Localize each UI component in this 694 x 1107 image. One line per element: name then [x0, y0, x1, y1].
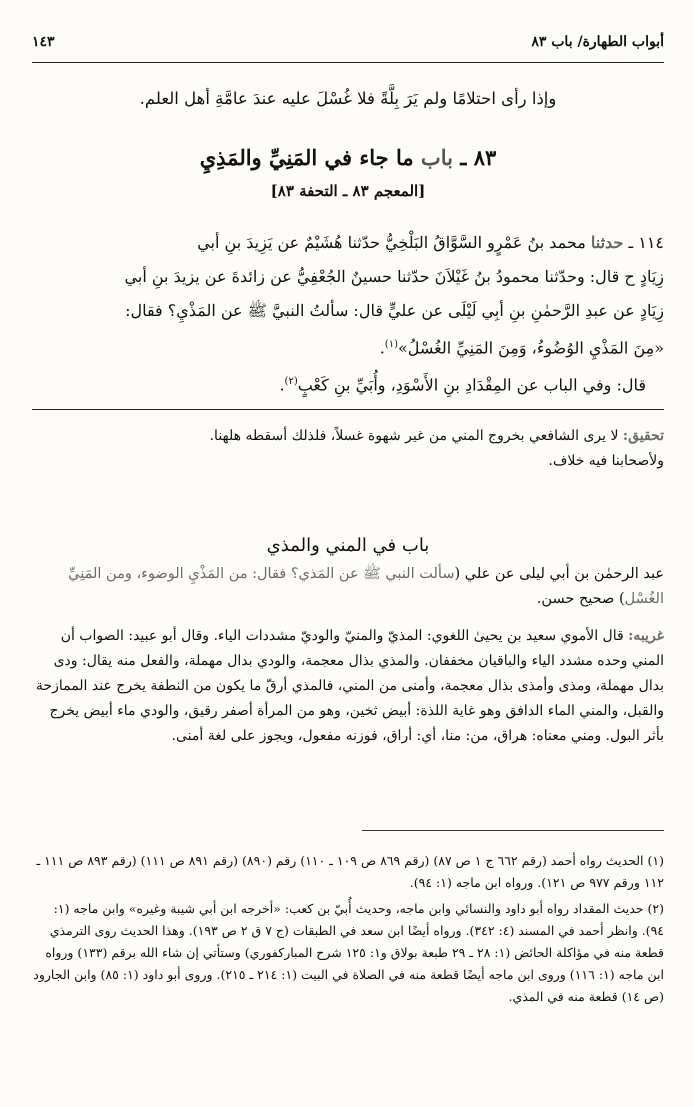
header-title: أبواب الطهارة/ باب ٨٣	[531, 34, 664, 50]
hadith-line-5-text: قال: وفي الباب عن المِقْدَادِ بنِ الأَسْوَدِ، وأُبَيِّ بنِ كَعْبٍ	[297, 375, 646, 395]
running-header	[32, 34, 664, 58]
hadith-line-1-text: محمد بنُ عَمْرٍو السَّوَّاقُ البَلْخِيُّ حدّثنا هُشَيْمٌ عن يَزِيدَ بنِ أبي	[197, 233, 586, 252]
tahqiq-label: تحقيق:	[622, 428, 664, 444]
page-number: ١٤٣	[32, 34, 55, 50]
chapter-name: ما جاء في المَنِيِّ والمَذِيِ	[199, 145, 414, 170]
hadith-line-5: قال: وفي الباب عن المِقْدَادِ بنِ الأَسْوَدِ، وأُبَيِّ بنِ كَعْبٍ$^{(٢)}$.	[279, 375, 646, 395]
tahqiq-text: لا يرى الشافعي بخروج المني من غير شهوة غسلاً، فلذلك أسقطه هلهنا.	[209, 428, 619, 444]
footnote-2-number: (٢)	[647, 901, 664, 916]
footnote-divider	[362, 830, 664, 831]
commentary-p1-a: عبد الرحمٰن بن أبي ليلى عن علي (	[454, 566, 664, 582]
gharib-label: غريبه:	[628, 628, 664, 644]
commentary-heading: باب في المني والمذي	[266, 535, 430, 556]
commentary-paragraph-1	[32, 562, 664, 612]
gharib-text: قال الأموي سعيد بن يحيىٰ اللغوي: المذيّ والمنيّ والوديّ مشددات الياء. وقال أبو عبيد: الصواب أن المني وحده مشدد الياء والباقيان مخففان. والمذي بذال معجمة، والودي بدال مهملة، والفعل منه يقال: ودى بدال مهملة، ومذى وأمذى بذال معجمة، وأمنى من المني، فالمذي أرقّ ما يكون من النطفة يخرج عند الممازحة والقبل، والمني الماء الدافق وهو غاية اللذة: أبيض ثخين، وهو من المرأة أصفر رقيق، والودي ماء أبيض يخرج بأثر البول. ومني معناه: هراق، من: منا، أي: أراق، فوزنه مفعول، ويجوز على لغة أمنى.	[35, 628, 664, 744]
header-divider	[32, 62, 664, 63]
tahqiq-section	[32, 424, 664, 474]
hadith-line-4: «مِنَ المَذْيِ الوُضُوءُ، وَمِنَ المَنِيِّ الغُسْلُ»$^{(١)}$.	[379, 338, 664, 358]
footnote-ref-1: (١)	[384, 339, 398, 350]
commentary-p1-c: ) صحيح حسن.	[536, 591, 625, 607]
footnote-1-number: (١)	[647, 853, 664, 868]
footnote-1-text: الحديث رواه أحمد (رقم ٦٦٢ ج ١ ص ٨٧) (رقم ٨٦٩ ص ١٠٩ ـ ١١٠) رقم (٨٩٠) (رقم ٨٩١ ص ١١١) (رقم ٨٩٣ ص ١١١ ـ ١١٢ ورقم ٩٧٧ ص ١٢١). ورواه ابن ماجه (١: ٩٤).	[36, 853, 664, 890]
chapter-number: ٨٣ ـ	[460, 145, 497, 170]
footnotes	[32, 850, 664, 1012]
hadith-number: ١١٤ ـ	[628, 233, 664, 252]
hadith-quote: «مِنَ المَذْيِ الوُضُوءُ، وَمِنَ المَنِيِّ الغُسْلُ»	[397, 338, 664, 358]
commentary-quote: سألت النبي ﷺ عن المَذي؟ فقال: من المَذْيِ الوضوء، ومن المَنِيِّ الغُسْل	[68, 566, 664, 607]
commentary-section	[32, 535, 664, 749]
intro-section	[32, 82, 664, 116]
tahqiq-line-1	[32, 424, 664, 449]
gharib-paragraph	[32, 624, 664, 749]
hadith-line-3: زِيَادٍ عن عبدِ الرَّحمٰنِ بنِ أبِي لَيْلَى عن عليٍّ قال: سألتُ النبيَّ ﷺ عن المَذْيِ؟ فقال:	[125, 301, 664, 320]
chapter-heading	[32, 145, 664, 200]
hadith-text	[32, 226, 664, 403]
intro-line: وإذا رأى احتلامًا ولم يَرَ بِلَّةً فلا غُسْلَ عليه عندَ عامَّةِ أهل العلم.	[139, 89, 557, 108]
chapter-keyword: باب	[420, 145, 453, 170]
footnote-1	[32, 850, 664, 894]
footnote-2-text: حديث المقداد رواه أبو داود والنسائي وابن ماجه، وحديث أُبيّ بن كعب: «أخرجه ابن أبي شيبة وغيره» وابن ماجه (١: ٩٤). وانظر أحمد في المسند (٤: ٣٤٢). ورواه أيضًا ابن سعد في الطبقات (ج ٧ ق ٢ ص ١٩٣). وهذا الحديث روى الترمذي قطعة منه في مؤاكلة الحائض (١: ٢٨ ـ ٢٩ طبعة بولاق و١: ١٢٥ شرح المباركفوري) وستأتي إن شاء الله برقم (١٣٣) ورواه ابن ماجه (١: ١١٦) وروى ابن ماجه أيضًا قطعة منه في الصلاة في البيت (١: ٢١٤ ـ ٢١٥). وروى أبو داود (١: ٨٥) وابن الجارود (ص ١٤) قطعة منه في المذي.	[33, 901, 664, 1004]
chapter-title	[32, 145, 664, 170]
chapter-reference: [المعجم ٨٣ ـ التحفة ٨٣]	[270, 182, 426, 200]
footnote-ref-2: (٢)	[284, 376, 298, 388]
hadith-line-2: زِيَادٍ ح قال: وحدّثنا محمودُ بنُ غَيْلاَنَ حدّثنا حسينٌ الجُعْفِيُّ عن زائدةَ عن يزيدَ بنِ أبي	[124, 267, 664, 286]
tahqiq-line-2: ولأصحابنا فيه خلاف.	[548, 453, 664, 469]
section-divider	[32, 409, 664, 410]
footnote-2	[32, 898, 664, 1008]
haddathana-keyword: حدثنا	[590, 233, 624, 252]
hadith-line-1	[32, 226, 664, 260]
